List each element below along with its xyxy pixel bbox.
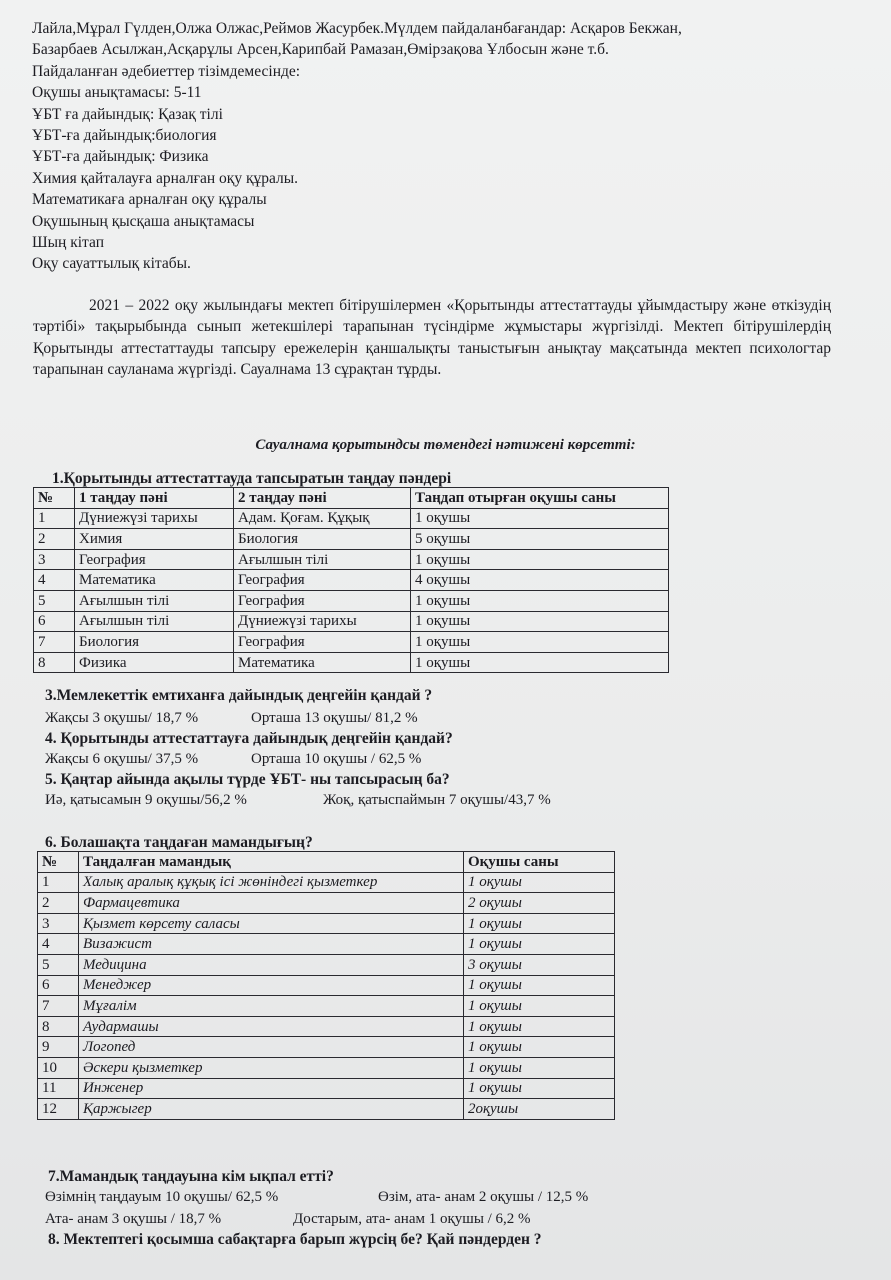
table-row xyxy=(38,975,615,996)
subjects-table-cell: Ағылшын тілі xyxy=(234,549,411,570)
professions-table-cell: Әскери қызметкер xyxy=(79,1057,464,1078)
subjects-table-cell: Химия xyxy=(75,529,234,550)
subjects-table-cell: Дүниежүзі тарихы xyxy=(234,611,411,632)
subjects-table-cell: Математика xyxy=(234,652,411,673)
table-header: № xyxy=(34,488,75,509)
table-row xyxy=(38,1037,615,1058)
table-header-row xyxy=(34,488,669,509)
subjects-table-cell: 1 оқушы xyxy=(411,652,669,673)
professions-table-cell: Менеджер xyxy=(79,975,464,996)
subjects-table-cell: 1 оқушы xyxy=(411,508,669,529)
table-row xyxy=(34,611,669,632)
professions-table-cell: 9 xyxy=(38,1037,79,1058)
subjects-table-cell: Дүниежүзі тарихы xyxy=(75,508,234,529)
q7-answer-a: Өзімнің таңдауым 10 оқушы/ 62,5 % xyxy=(45,1189,279,1205)
table-row xyxy=(38,893,615,914)
professions-table-cell: Қаржыгер xyxy=(79,1099,464,1120)
intro-line: ҰБТ ға дайындық: Қазақ тілі xyxy=(32,105,223,123)
subjects-table-cell: Математика xyxy=(75,570,234,591)
intro-line: ҰБТ-ға дайындық: Физика xyxy=(32,148,209,166)
intro-line: ҰБТ-ға дайындық:биология xyxy=(32,127,217,145)
subjects-table-cell: Ағылшын тілі xyxy=(75,590,234,611)
professions-table-cell: 1 xyxy=(38,872,79,893)
subjects-table-cell: 4 оқушы xyxy=(411,570,669,591)
professions-table-cell: 1 оқушы xyxy=(464,934,615,955)
intro-line: Оқушы анықтамасы: 5-11 xyxy=(32,84,202,102)
professions-table-cell: 1 оқушы xyxy=(464,872,615,893)
professions-table-cell: 1 оқушы xyxy=(464,996,615,1017)
professions-table-cell: 12 xyxy=(38,1099,79,1120)
results-title: Сауалнама қорытындсы төмендегі нәтижені көрсетті: xyxy=(255,437,636,453)
table-row xyxy=(34,590,669,611)
intro-line: Оқушының қысқаша анықтамасы xyxy=(32,212,255,230)
subjects-table-cell: Ағылшын тілі xyxy=(75,611,234,632)
intro-text xyxy=(32,18,862,275)
professions-table-cell: 1 оқушы xyxy=(464,1016,615,1037)
section6-title: 6. Болашақта таңдаған мамандығың? xyxy=(45,834,313,851)
q7-answer-b: Өзім, ата- анам 2 оқушы / 12,5 % xyxy=(378,1189,589,1205)
professions-table-cell: 2 оқушы xyxy=(464,893,615,914)
subjects-table-cell: 5 xyxy=(34,590,75,611)
professions-table-cell: Визажист xyxy=(79,934,464,955)
professions-table-cell: 1 оқушы xyxy=(464,1037,615,1058)
table-row xyxy=(38,934,615,955)
subjects-table-cell: 5 оқушы xyxy=(411,529,669,550)
section1-title: 1.Қорытынды аттестаттауда тапсыратын таңдау пәндері xyxy=(52,470,452,487)
table-row xyxy=(38,1016,615,1037)
q7-answers-row2 xyxy=(45,1211,531,1228)
subjects-table-cell: Адам. Қоғам. Құқық xyxy=(234,508,411,529)
subjects-table-cell: Физика xyxy=(75,652,234,673)
q7-answer-c: Ата- анам 3 оқушы / 18,7 % xyxy=(45,1211,222,1227)
q3-answers xyxy=(45,710,418,727)
professions-table-cell: Медицина xyxy=(79,954,464,975)
subjects-table-cell: География xyxy=(234,570,411,591)
subjects-table-cell: 4 xyxy=(34,570,75,591)
table-row xyxy=(34,549,669,570)
q4-title: 4. Қорытынды аттестаттауға дайындық деңгейін қандай? xyxy=(45,730,453,747)
subjects-table-cell: 1 оқушы xyxy=(411,611,669,632)
table-header: Таңдалған мамандық xyxy=(79,852,464,873)
professions-table-cell: 5 xyxy=(38,954,79,975)
table-header: 1 таңдау пәні xyxy=(75,488,234,509)
professions-table-cell: Инженер xyxy=(79,1078,464,1099)
subjects-table-cell: 1 оқушы xyxy=(411,590,669,611)
professions-table-cell: Қызмет көрсету саласы xyxy=(79,913,464,934)
q3-answer-b: Орташа 13 оқушы/ 81,2 % xyxy=(251,710,418,726)
intro-line: Пайдаланған әдебиеттер тізімдемесінде: xyxy=(32,62,301,80)
table-header: Таңдап отырған оқушы саны xyxy=(411,488,669,509)
table-header: № xyxy=(38,852,79,873)
professions-table-cell: 2 xyxy=(38,893,79,914)
professions-table-cell: 2оқушы xyxy=(464,1099,615,1120)
table-row xyxy=(38,1078,615,1099)
q5-answer-b: Жоқ, қатыспаймын 7 оқушы/43,7 % xyxy=(323,792,551,808)
table-row xyxy=(34,652,669,673)
q7-title: 7.Мамандық таңдауына кім ықпал етті? xyxy=(48,1168,334,1185)
table-row xyxy=(38,996,615,1017)
professions-table-cell: 1 оқушы xyxy=(464,1057,615,1078)
q4-answer-a: Жақсы 6 оқушы/ 37,5 % xyxy=(45,751,199,767)
subjects-table-body xyxy=(34,508,669,673)
subjects-table-cell: Биология xyxy=(75,632,234,653)
intro-line: Математикаға арналған оқу құралы xyxy=(32,191,267,209)
q4-answer-b: Орташа 10 оқушы / 62,5 % xyxy=(251,751,422,767)
table-row xyxy=(34,570,669,591)
table-header: Оқушы саны xyxy=(464,852,615,873)
intro-line: Шың кітап xyxy=(32,234,104,252)
subjects-table-cell: Биология xyxy=(234,529,411,550)
intro-line: Оқу сауаттылық кітабы. xyxy=(32,255,191,273)
intro-line: Лайла,Мұрал Гүлден,Олжа Олжас,Реймов Жасурбек.Мүлдем пайдаланбағандар: Асқаров Бекжан, xyxy=(32,20,682,37)
survey-paragraph: 2021 – 2022 оқу жылындағы мектеп бітірушілермен «Қорытынды аттестаттауды ұйымдастыру және өткізудің тәртібі» тақырыбында сынып жетекшілері тарапынан түсіндірме жұмыстары жүргізілді. Мектеп бітірушілердің Қорытынды аттестаттауды тапсыру ережелерін қаншалықты таныстығын анықтау мақсатында мектеп психологтар тарапынан сауланама жүргізді. Сауалнама 13 сұрақтан тұрды. xyxy=(33,297,831,379)
table-row xyxy=(34,529,669,550)
subjects-table-cell: 1 оқушы xyxy=(411,549,669,570)
professions-table-cell: Халық аралық құқық ісі жөніндегі қызметкер xyxy=(79,872,464,893)
q3-title: 3.Мемлекеттік емтиханға дайындық деңгейін қандай ? xyxy=(45,687,433,704)
professions-table-cell: 3 xyxy=(38,913,79,934)
professions-table-cell: 3 оқушы xyxy=(464,954,615,975)
professions-table-cell: 7 xyxy=(38,996,79,1017)
subjects-table-cell: 3 xyxy=(34,549,75,570)
professions-table-cell: 1 оқушы xyxy=(464,975,615,996)
q4-answers xyxy=(45,751,421,768)
subjects-table-cell: 2 xyxy=(34,529,75,550)
table-row xyxy=(34,508,669,529)
q5-answer-a: Иә, қатысамын 9 оқушы/56,2 % xyxy=(45,792,247,808)
professions-table-cell: 6 xyxy=(38,975,79,996)
subjects-table-cell: 1 xyxy=(34,508,75,529)
subjects-table-cell: 7 xyxy=(34,632,75,653)
subjects-table-cell: География xyxy=(75,549,234,570)
professions-table-cell: Аудармашы xyxy=(79,1016,464,1037)
subjects-table xyxy=(33,487,669,673)
table-header-row xyxy=(38,852,615,873)
professions-table-cell: Мұғалім xyxy=(79,996,464,1017)
professions-table-cell: 4 xyxy=(38,934,79,955)
table-row xyxy=(38,872,615,893)
q7-answer-d: Достарым, ата- анам 1 оқушы / 6,2 % xyxy=(293,1211,531,1227)
table-row xyxy=(38,1057,615,1078)
q5-answers xyxy=(45,792,551,809)
subjects-table-cell: 6 xyxy=(34,611,75,632)
professions-table xyxy=(37,851,615,1120)
professions-table-cell: Логопед xyxy=(79,1037,464,1058)
table-header: 2 таңдау пәні xyxy=(234,488,411,509)
table-row xyxy=(38,954,615,975)
professions-table-cell: Фармацевтика xyxy=(79,893,464,914)
professions-table-cell: 1 оқушы xyxy=(464,913,615,934)
intro-line: Химия қайталауға арналған оқу құралы. xyxy=(32,169,299,187)
q3-answer-a: Жақсы 3 оқушы/ 18,7 % xyxy=(45,710,199,726)
professions-table-cell: 11 xyxy=(38,1078,79,1099)
q8-title: 8. Мектептегі қосымша сабақтарға барып жүрсің бе? Қай пәндерден ? xyxy=(48,1231,542,1248)
subjects-table-cell: География xyxy=(234,590,411,611)
professions-table-cell: 1 оқушы xyxy=(464,1078,615,1099)
professions-table-body xyxy=(38,872,615,1119)
table-row xyxy=(34,632,669,653)
professions-table-cell: 10 xyxy=(38,1057,79,1078)
intro-line: Базарбаев Асылжан,Асқарұлы Арсен,Карипбай Рамазан,Өмірзақова Ұлбосын және т.б. xyxy=(32,41,609,59)
table-row xyxy=(38,1099,615,1120)
table-row xyxy=(38,913,615,934)
q5-title: 5. Қаңтар айында ақылы түрде ҰБТ- ны тапсырасың ба? xyxy=(45,771,450,788)
subjects-table-cell: 1 оқушы xyxy=(411,632,669,653)
q7-answers-row1 xyxy=(45,1189,588,1206)
professions-table-cell: 8 xyxy=(38,1016,79,1037)
subjects-table-cell: 8 xyxy=(34,652,75,673)
subjects-table-cell: География xyxy=(234,632,411,653)
